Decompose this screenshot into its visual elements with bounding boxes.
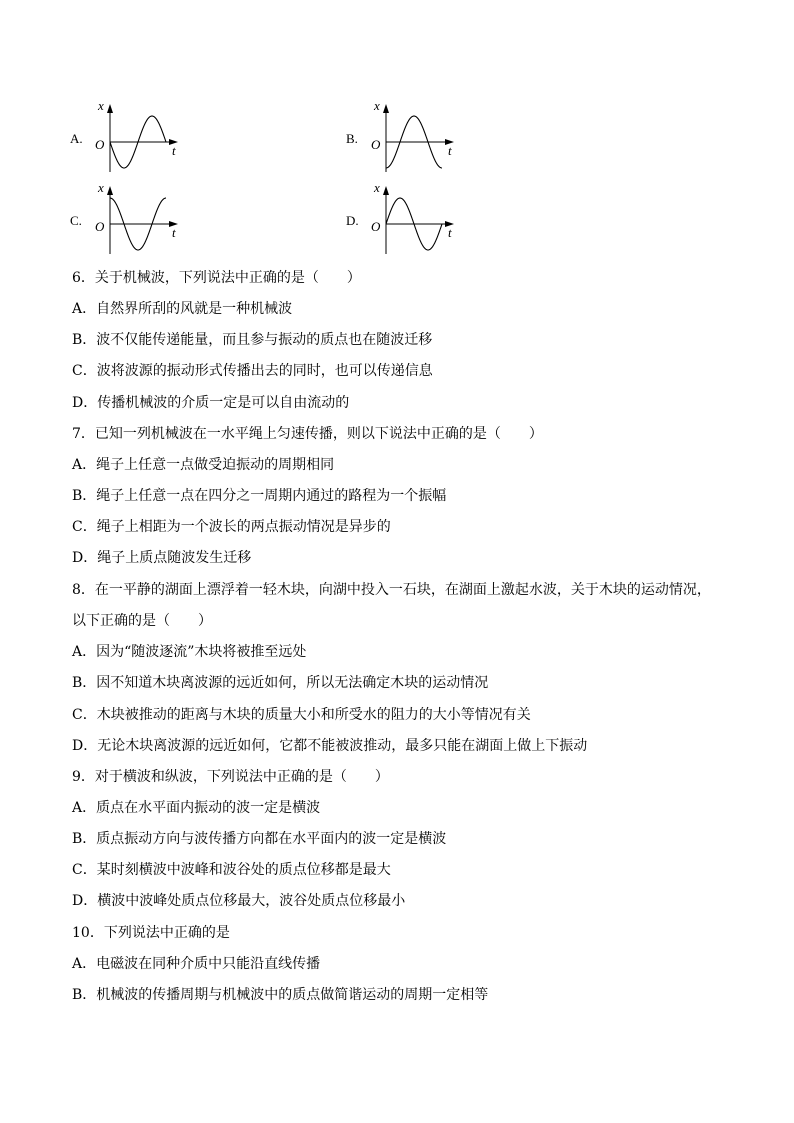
x-axis-label: x [98, 180, 104, 195]
x-axis-arrow [107, 104, 113, 113]
q9-option-d[interactable]: D．横波中波峰处质点位移最大，波谷处质点位移最小 [72, 893, 406, 909]
option-label-d: D. [346, 213, 359, 228]
t-axis-label: t [172, 143, 176, 158]
q8-option-c[interactable]: C．木块被推动的距离与木块的质量大小和所受水的阻力的大小等情况有关 [72, 707, 531, 723]
x-axis-label: x [374, 98, 380, 113]
q8-option-d[interactable]: D．无论木块离波源的远近如何，它都不能被波推动，最多只能在湖面上做上下振动 [72, 738, 588, 754]
x-axis-label: x [374, 180, 380, 195]
origin-label: O [95, 137, 105, 152]
q9-option-b[interactable]: B．质点振动方向与波传播方向都在水平面内的波一定是横波 [72, 831, 447, 847]
origin-label: O [95, 219, 105, 234]
t-axis-label: t [448, 143, 452, 158]
q7-option-b[interactable]: B．绳子上任意一点在四分之一周期内通过的路程为一个振幅 [72, 488, 447, 504]
q8-stem-line-2: 以下正确的是（ ） [72, 613, 212, 629]
q7-option-c[interactable]: C．绳子上相距为一个波长的两点振动情况是异步的 [72, 519, 391, 535]
t-axis-label: t [448, 225, 452, 240]
q6-stem: 6．关于机械波，下列说法中正确的是（ ） [72, 270, 361, 286]
graph-d-plot [364, 180, 464, 258]
q8-option-a[interactable]: A．因为“随波逐流”木块将被推至远处 [72, 644, 307, 660]
q7-option-a[interactable]: A．绳子上任意一点做受迫振动的周期相同 [72, 457, 335, 473]
q8-option-b[interactable]: B．因不知道木块离波源的远近如何，所以无法确定木块的运动情况 [72, 675, 489, 691]
x-axis-arrow [107, 186, 113, 195]
option-graph-a[interactable] [70, 98, 190, 176]
graph-a-plot [88, 98, 188, 176]
origin-label: O [371, 219, 381, 234]
option-graph-b[interactable] [346, 98, 466, 176]
q7-stem: 7．已知一列机械波在一水平绳上匀速传播，则以下说法中正确的是（ ） [72, 426, 543, 442]
q9-option-a[interactable]: A．质点在水平面内振动的波一定是横波 [72, 800, 321, 816]
t-axis-label: t [172, 225, 176, 240]
option-graph-c[interactable] [70, 180, 190, 258]
q6-option-a[interactable]: A．自然界所刮的风就是一种机械波 [72, 301, 293, 317]
q9-stem: 9．对于横波和纵波，下列说法中正确的是（ ） [72, 769, 389, 785]
q10-stem: 10．下列说法中正确的是 [72, 925, 230, 941]
q6-option-b[interactable]: B．波不仅能传递能量，而且参与振动的质点也在随波迁移 [72, 332, 433, 348]
option-graph-d[interactable] [346, 180, 466, 258]
x-axis-arrow [383, 186, 389, 195]
option-label-b: B. [346, 131, 358, 146]
q6-option-d[interactable]: D．传播机械波的介质一定是可以自由流动的 [72, 395, 350, 411]
x-axis-label: x [98, 98, 104, 113]
q9-option-c[interactable]: C．某时刻横波中波峰和波谷处的质点位移都是最大 [72, 862, 391, 878]
q8-stem-line-1: 8．在一平静的湖面上漂浮着一轻木块，向湖中投入一石块，在湖面上激起水波，关于木块的运动情况， [72, 582, 711, 598]
option-label-a: A. [70, 131, 83, 146]
q10-option-b[interactable]: B．机械波的传播周期与机械波中的质点做简谐运动的周期一定相等 [72, 987, 489, 1003]
q7-option-d[interactable]: D．绳子上质点随波发生迁移 [72, 550, 252, 566]
q6-option-c[interactable]: C．波将波源的振动形式传播出去的同时，也可以传递信息 [72, 363, 433, 379]
option-label-c: C. [70, 213, 82, 228]
graph-c-plot [88, 180, 188, 258]
x-axis-arrow [383, 104, 389, 113]
q10-option-a[interactable]: A．电磁波在同种介质中只能沿直线传播 [72, 956, 321, 972]
graph-b-plot [364, 98, 464, 176]
origin-label: O [371, 137, 381, 152]
